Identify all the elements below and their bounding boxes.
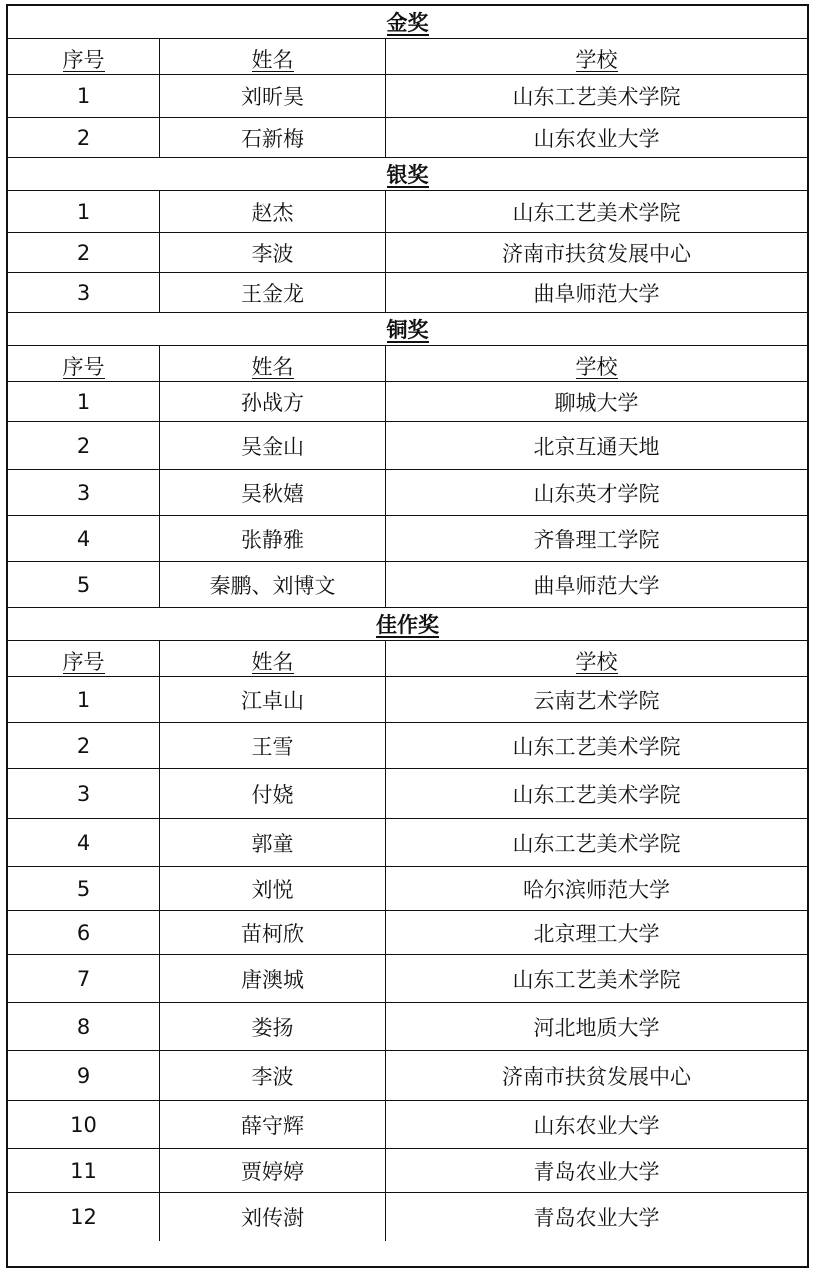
table-row <box>8 1193 807 1241</box>
cell-school: 青岛农业大学 <box>533 1206 660 1230</box>
table-row <box>8 273 807 313</box>
table-row <box>8 1101 807 1149</box>
awards-table <box>6 4 809 1268</box>
table-row <box>8 1003 807 1051</box>
cell-school: 山东工艺美术学院 <box>512 85 681 109</box>
cell-name: 贾婷婷 <box>160 1149 386 1192</box>
cell-index: 1 <box>8 75 160 117</box>
cell-school: 山东工艺美术学院 <box>512 734 681 759</box>
header-school-text: 学校 <box>575 354 618 379</box>
section-title <box>8 158 807 191</box>
header-name-text: 姓名 <box>251 47 294 72</box>
header-index-text: 序号 <box>62 354 105 379</box>
cell-index: 7 <box>8 955 160 1002</box>
table-row <box>8 233 807 273</box>
cell-index: 2 <box>8 422 160 469</box>
header-school-text: 学校 <box>575 47 618 72</box>
cell-school: 聊城大学 <box>554 390 639 415</box>
cell-school: 山东工艺美术学院 <box>512 782 681 807</box>
cell-name: 张静雅 <box>160 516 386 561</box>
header-school <box>386 346 807 381</box>
cell-school: 北京互通天地 <box>533 434 660 459</box>
cell-index: 8 <box>8 1003 160 1050</box>
column-header-row <box>8 641 807 677</box>
header-index <box>8 346 160 381</box>
cell-school: 山东农业大学 <box>533 1113 660 1138</box>
cell-name: 付娆 <box>160 769 386 818</box>
cell-school: 云南艺术学院 <box>533 688 660 713</box>
cell-index: 3 <box>8 273 160 312</box>
cell-index: 6 <box>8 911 160 954</box>
cell-school: 济南市扶贫发展中心 <box>502 241 691 266</box>
cell-index: 3 <box>8 769 160 818</box>
header-index <box>8 641 160 676</box>
cell-name: 唐澳城 <box>160 955 386 1002</box>
cell-index: 4 <box>8 819 160 866</box>
cell-index: 5 <box>8 867 160 910</box>
cell-name: 孙战方 <box>160 382 386 421</box>
cell-name: 薛守辉 <box>160 1101 386 1148</box>
cell-index: 3 <box>8 470 160 515</box>
cell-name: 吴金山 <box>160 422 386 469</box>
cell-school: 河北地质大学 <box>533 1015 660 1040</box>
cell-school: 山东工艺美术学院 <box>512 967 681 992</box>
cell-name: 石新梅 <box>160 118 386 157</box>
section-title <box>8 313 807 346</box>
table-row <box>8 1149 807 1193</box>
table-row <box>8 516 807 562</box>
table-row <box>8 422 807 470</box>
cell-name: 苗柯欣 <box>160 911 386 954</box>
cell-index: 1 <box>8 382 160 421</box>
cell-index: 1 <box>8 677 160 722</box>
cell-school: 曲阜师范大学 <box>533 573 660 598</box>
table-row <box>8 769 807 819</box>
cell-index: 2 <box>8 233 160 272</box>
column-header-row <box>8 346 807 382</box>
table-row <box>8 118 807 158</box>
cell-name: 江卓山 <box>160 677 386 722</box>
header-index-text: 序号 <box>62 649 105 674</box>
table-row <box>8 191 807 233</box>
section-title <box>8 6 807 39</box>
cell-school: 济南市扶贫发展中心 <box>502 1064 691 1089</box>
table-row <box>8 75 807 118</box>
cell-school: 山东工艺美术学院 <box>512 831 681 856</box>
cell-school: 山东工艺美术学院 <box>512 200 681 225</box>
cell-name: 李波 <box>160 233 386 272</box>
table-row <box>8 955 807 1003</box>
cell-name: 娄扬 <box>160 1003 386 1050</box>
cell-school: 北京理工大学 <box>533 921 660 946</box>
cell-school: 曲阜师范大学 <box>533 281 660 306</box>
table-row <box>8 562 807 608</box>
table-row <box>8 677 807 723</box>
column-header-row <box>8 39 807 75</box>
cell-index: 12 <box>8 1193 160 1241</box>
cell-name: 刘传澍 <box>160 1193 386 1241</box>
cell-name: 刘悦 <box>160 867 386 910</box>
section-title-text: 银奖 <box>386 162 429 187</box>
header-school <box>386 39 807 74</box>
cell-index: 11 <box>8 1149 160 1192</box>
cell-name: 赵杰 <box>160 191 386 232</box>
header-name <box>160 346 386 381</box>
header-name-text: 姓名 <box>251 354 294 379</box>
table-row <box>8 819 807 867</box>
header-index <box>8 39 160 74</box>
cell-name: 李波 <box>160 1051 386 1100</box>
cell-school: 齐鲁理工学院 <box>533 527 660 552</box>
cell-school: 山东农业大学 <box>533 126 660 151</box>
header-school-text: 学校 <box>575 649 618 674</box>
cell-school: 山东英才学院 <box>533 481 660 506</box>
cell-name: 刘昕昊 <box>160 75 386 117</box>
cell-name: 郭童 <box>160 819 386 866</box>
table-row <box>8 867 807 911</box>
header-name <box>160 641 386 676</box>
header-name-text: 姓名 <box>251 649 294 674</box>
cell-name: 王雪 <box>160 723 386 768</box>
cell-school: 哈尔滨师范大学 <box>523 877 670 902</box>
section-title-text: 铜奖 <box>386 317 429 342</box>
cell-index: 2 <box>8 723 160 768</box>
cell-name: 秦鹏、刘博文 <box>160 562 386 607</box>
cell-index: 2 <box>8 118 160 157</box>
header-school <box>386 641 807 676</box>
cell-index: 10 <box>8 1101 160 1148</box>
table-row <box>8 723 807 769</box>
cell-index: 5 <box>8 562 160 607</box>
table-row <box>8 1051 807 1101</box>
cell-index: 4 <box>8 516 160 561</box>
cell-name: 王金龙 <box>160 273 386 312</box>
table-row <box>8 382 807 422</box>
section-title-text: 佳作奖 <box>376 612 439 637</box>
cell-index: 9 <box>8 1051 160 1100</box>
cell-index: 1 <box>8 191 160 232</box>
table-row <box>8 470 807 516</box>
table-row <box>8 911 807 955</box>
header-index-text: 序号 <box>62 47 105 72</box>
section-title-text: 金奖 <box>386 10 429 35</box>
cell-school: 青岛农业大学 <box>533 1159 660 1184</box>
header-name <box>160 39 386 74</box>
cell-name: 吴秋嬉 <box>160 470 386 515</box>
section-title <box>8 608 807 641</box>
